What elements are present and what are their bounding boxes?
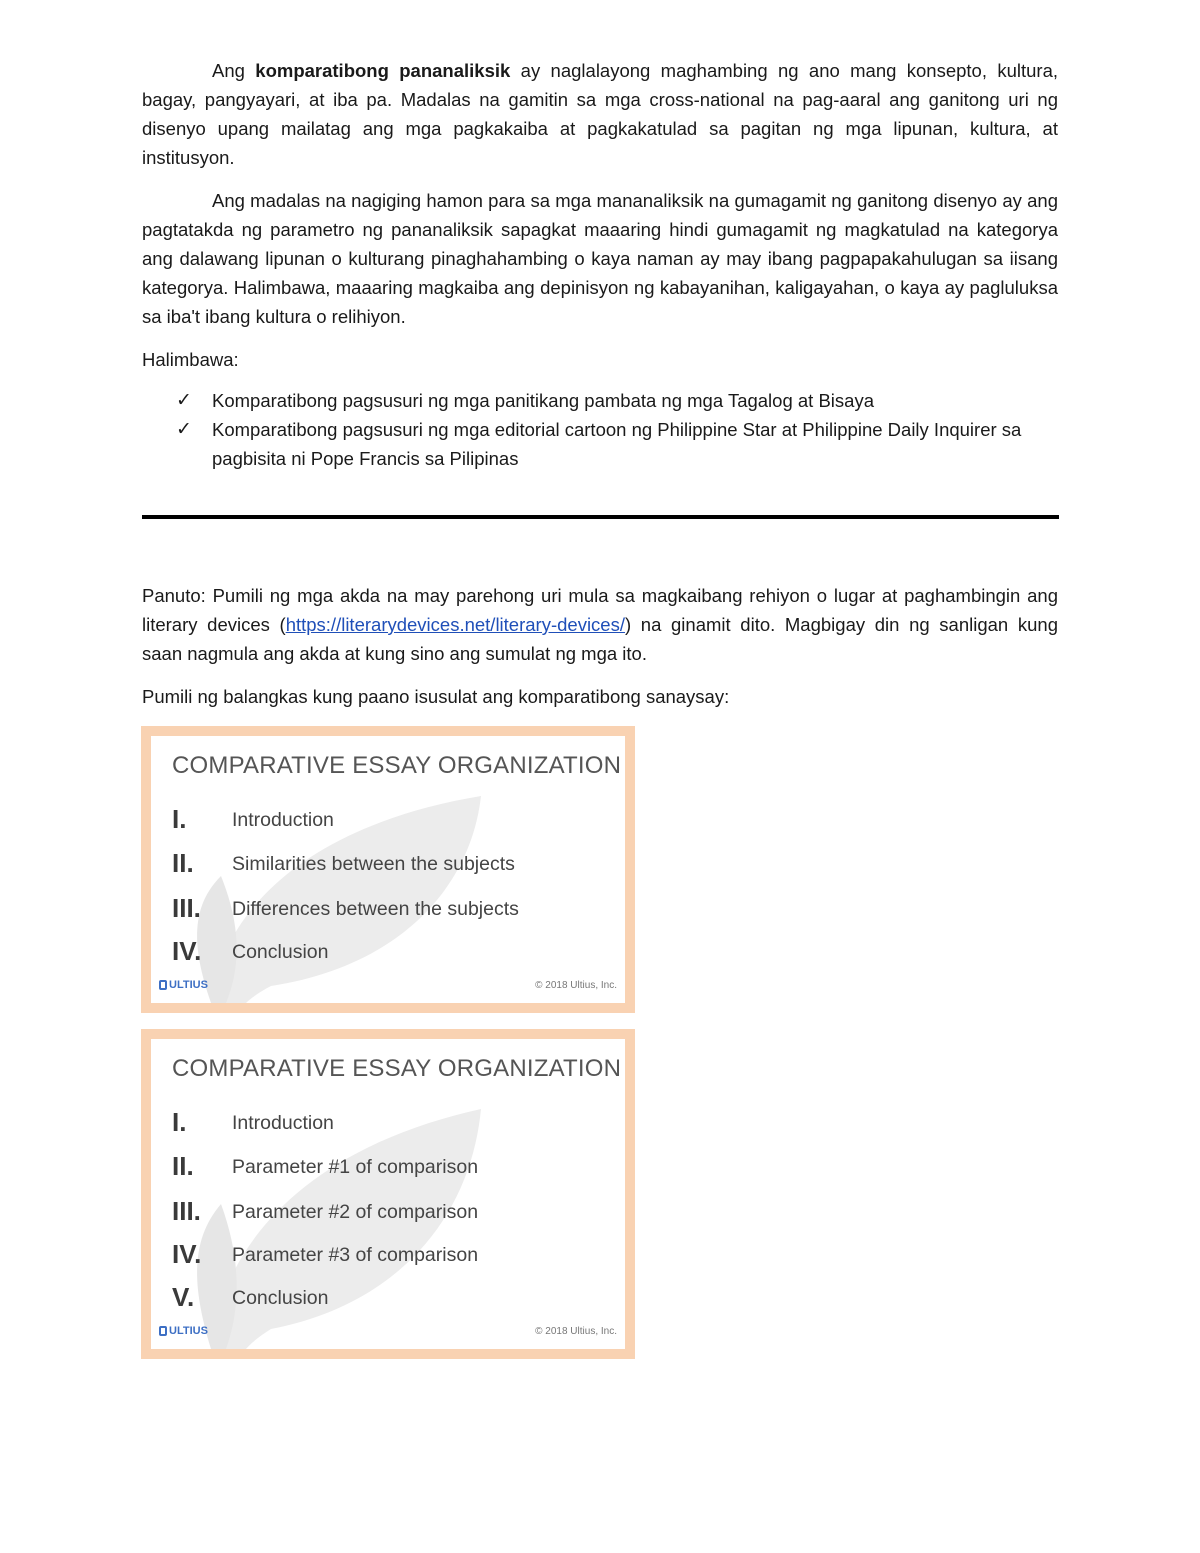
instructions-lead: Panuto: Pumili ng mga akda na may parehong uri mula sa magkaibang rehiyon o lugar at paghambingin ang literary devices ( [142,585,1058,635]
roman-numeral: II. [172,1151,194,1181]
outline-item-text: Introduction [232,1112,334,1134]
examples-list [142,386,1058,473]
roman-numeral: II. [172,848,194,878]
outline-item [172,1196,612,1236]
instructions-paragraph [142,581,1058,668]
outline-item-text: Parameter #1 of comparison [232,1156,479,1178]
outline-item-text: Similarities between the subjects [232,853,515,875]
card-title: COMPARATIVE ESSAY ORGANIZATION [172,1055,622,1082]
upper-section [142,56,1058,473]
roman-numeral: I. [172,804,187,834]
brand-name: ULTIUS [169,979,208,991]
paragraph-rest: ay naglalayong maghambing ng ano mang konsepto, kultura, bagay, pangyayari, at iba pa. Madalas na gamitin sa mga cross-national na pag-aaral ang ganitong uri ng disenyo upang mailatag ang mga pagkakaiba at pagkakatulad sa pagitan ng mga lipunan, kultura, at institusyon. [142,60,1058,168]
outline-item-text: Conclusion [232,1287,329,1309]
horizontal-divider [142,515,1059,519]
outline-item [172,1239,612,1279]
instructions-tail: ) na ginamit dito. Magbigay din ng sanligan kung saan nagmula ang akda at kung sino ang sumulat ng mga ito. [142,614,1058,664]
copyright: © 2018 Ultius, Inc. [535,980,617,991]
outline-card-2 [141,1029,635,1359]
copyright: © 2018 Ultius, Inc. [535,1326,617,1337]
outline-item [172,893,612,933]
roman-numeral: IV. [172,936,202,966]
outline-item [172,848,612,888]
outline-item-text: Parameter #3 of comparison [232,1244,479,1266]
outline-prompt: Pumili ng balangkas kung paano isusulat ang komparatibong sanaysay: [142,686,730,707]
lower-section [142,581,1058,723]
logo-icon [159,980,167,990]
outline-item [172,936,612,976]
outline-item-text: Conclusion [232,941,329,963]
example-text: Komparatibong pagsusuri ng mga panitikang pambata ng mga Tagalog at Bisaya [212,390,874,411]
examples-label: Halimbawa: [142,349,239,370]
roman-numeral: III. [172,893,201,923]
checkmark-icon: ✓ [176,390,192,411]
paragraph-definition [142,56,1058,172]
brand-logo [159,1325,208,1337]
paragraph-lead: Ang [212,60,256,81]
roman-numeral: IV. [172,1239,202,1269]
literary-devices-link[interactable]: https://literarydevices.net/literary-devices/ [285,614,625,635]
outline-item [172,1151,612,1191]
paragraph-challenge: Ang madalas na nagiging hamon para sa mga mananaliksik na gumagamit ng ganitong disenyo ay ang pagtatakda ng parametro ng pananaliksik sapagkat maaaring hindi gumagamit ng magkatulad na kategorya ang dalawang lipunan o kulturang pinaghahambing o kaya naman ay may ibang pagpapakahulugan sa iisang kategorya. Halimbawa, maaaring magkaiba ang depinisyon ng kabayanihan, kaligayahan, o kaya ay pagluluksa sa iba't ibang kultura o relihiyon. [142,190,1058,327]
example-text: Komparatibong pagsusuri ng mga editorial cartoon ng Philippine Star at Philippine Daily Inquirer sa pagbisita ni Pope Francis sa Pilipinas [212,419,1022,469]
outline-item [172,804,612,844]
checkmark-icon: ✓ [176,419,192,440]
roman-numeral: V. [172,1282,195,1312]
outline-item-text: Introduction [232,809,334,831]
outline-item [172,1282,612,1322]
list-item [142,386,1058,415]
outline-item [172,1107,612,1147]
bold-term: komparatibong pananaliksik [255,60,511,81]
outline-item-text: Differences between the subjects [232,898,519,920]
brand-logo [159,979,208,991]
logo-icon [159,1326,167,1336]
roman-numeral: III. [172,1196,201,1226]
list-item [142,415,1058,473]
roman-numeral: I. [172,1107,187,1137]
outline-card-1 [141,726,635,1013]
outline-item-text: Parameter #2 of comparison [232,1201,479,1223]
card-title: COMPARATIVE ESSAY ORGANIZATION [172,752,622,779]
brand-name: ULTIUS [169,1325,208,1337]
